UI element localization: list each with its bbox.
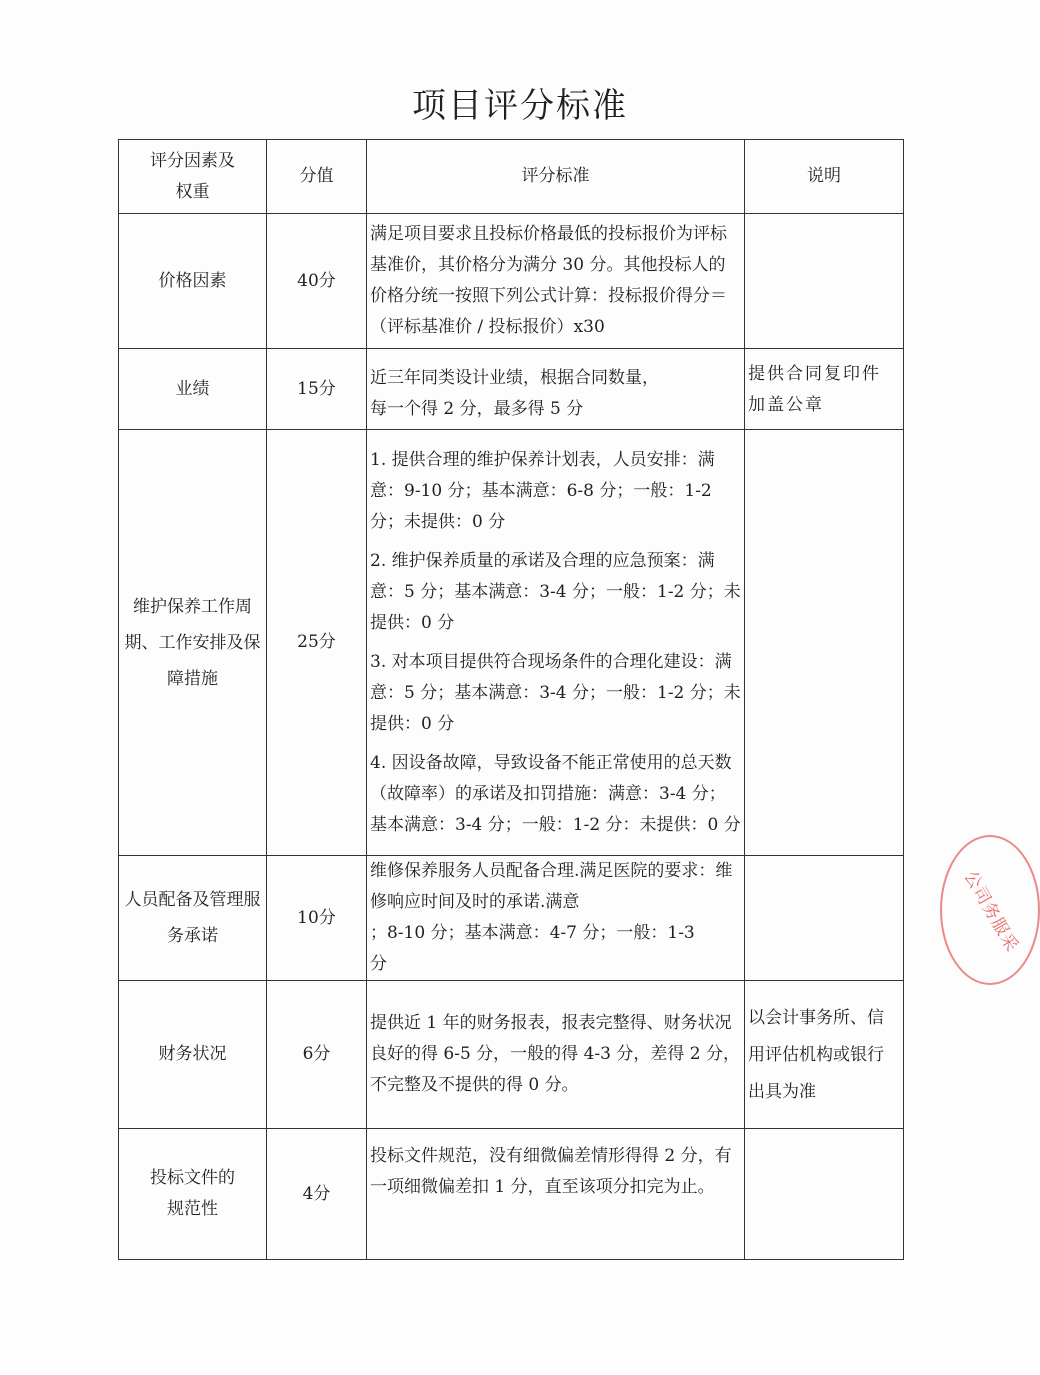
row-factor: 投标文件的 规范性 — [119, 1129, 267, 1260]
table-row — [119, 981, 904, 1129]
standard-item: 1. 提供合理的维护保养计划表，人员安排：满意：9-10 分；基本满意：6-8 分；一般：1-2 分；未提供：0 分 — [370, 449, 715, 532]
header-standard: 评分标准 — [367, 140, 745, 214]
table-row — [119, 214, 904, 349]
row-standard — [367, 214, 745, 349]
row-note — [745, 856, 904, 981]
row-score: 6分 — [267, 981, 367, 1129]
row-factor: 业绩 — [119, 349, 267, 430]
standard-item: 2. 维护保养质量的承诺及合理的应急预案：满意：5 分；基本满意：3-4 分；一般：1-2 分；未提供：0 分 — [370, 550, 741, 633]
standard-text: 近三年同类设计业绩，根据合同数量， 每一个得 2 分，最多得 5 分 — [370, 368, 659, 419]
row-factor: 价格因素 — [119, 214, 267, 349]
row-score: 15分 — [267, 349, 367, 430]
standard-text: 投标文件规范，没有细微偏差情形得得 2 分，有一项细微偏差扣 1 分，直至该项分扣完为止。 — [370, 1146, 732, 1197]
header-note: 说明 — [745, 140, 904, 214]
header-factor: 评分因素及 权重 — [119, 140, 267, 214]
row-note: 提供合同复印件 加盖公章 — [745, 349, 904, 430]
standard-text: 提供近 1 年的财务报表，报表完整得、财务状况良好的得 6-5 分，一般的得 4-3 分，差得 2 分，不完整及不提供的得 0 分。 — [370, 1013, 740, 1095]
page-title: 项目评分标准 — [412, 86, 628, 126]
row-standard — [367, 349, 745, 430]
table-row — [119, 856, 904, 981]
row-factor: 财务状况 — [119, 981, 267, 1129]
row-factor: 维护保养工作周期、工作安排及保障措施 — [119, 430, 267, 856]
row-standard — [367, 856, 745, 981]
row-score: 25分 — [267, 430, 367, 856]
row-note — [745, 430, 904, 856]
table-row — [119, 1129, 904, 1260]
header-score: 分值 — [267, 140, 367, 214]
row-note: 以会计事务所、信用评估机构或银行 出具为准 — [745, 981, 904, 1129]
company-seal-stamp — [940, 835, 1040, 985]
standard-text: 满足项目要求且投标价格最低的投标报价为评标基准价，其价格分为满分 30 分。其他投标人的价格分统一按照下列公式计算：投标报价得分＝（评标基准价 / 投标报价）x30 — [370, 224, 727, 337]
standard-item: 3. 对本项目提供符合现场条件的合理化建设：满意：5 分；基本满意：3-4 分；一般：1-2 分；未提供：0 分 — [370, 651, 741, 734]
table-row — [119, 349, 904, 430]
seal-text: 公司务服采 — [959, 867, 1022, 956]
row-standard — [367, 1129, 745, 1260]
scoring-table — [118, 139, 904, 1260]
row-factor: 人员配备及管理服务承诺 — [119, 856, 267, 981]
row-standard — [367, 981, 745, 1129]
standard-text: 维修保养服务人员配备合理.满足医院的要求：维修响应时间及时的承诺.满意 ；8-10 分；基本满意：4-7 分；一般：1-3 分 — [370, 861, 733, 974]
row-score: 40分 — [267, 214, 367, 349]
row-standard — [367, 430, 745, 856]
row-score: 4分 — [267, 1129, 367, 1260]
row-note — [745, 1129, 904, 1260]
header-row — [119, 140, 904, 214]
table-row — [119, 430, 904, 856]
row-note — [745, 214, 904, 349]
row-score: 10分 — [267, 856, 367, 981]
standard-item: 4. 因设备故障，导致设备不能正常使用的总天数（故障率）的承诺及扣罚措施：满意：3-4 分；基本满意：3-4 分；一般：1-2 分：未提供：0 分 — [370, 752, 741, 835]
